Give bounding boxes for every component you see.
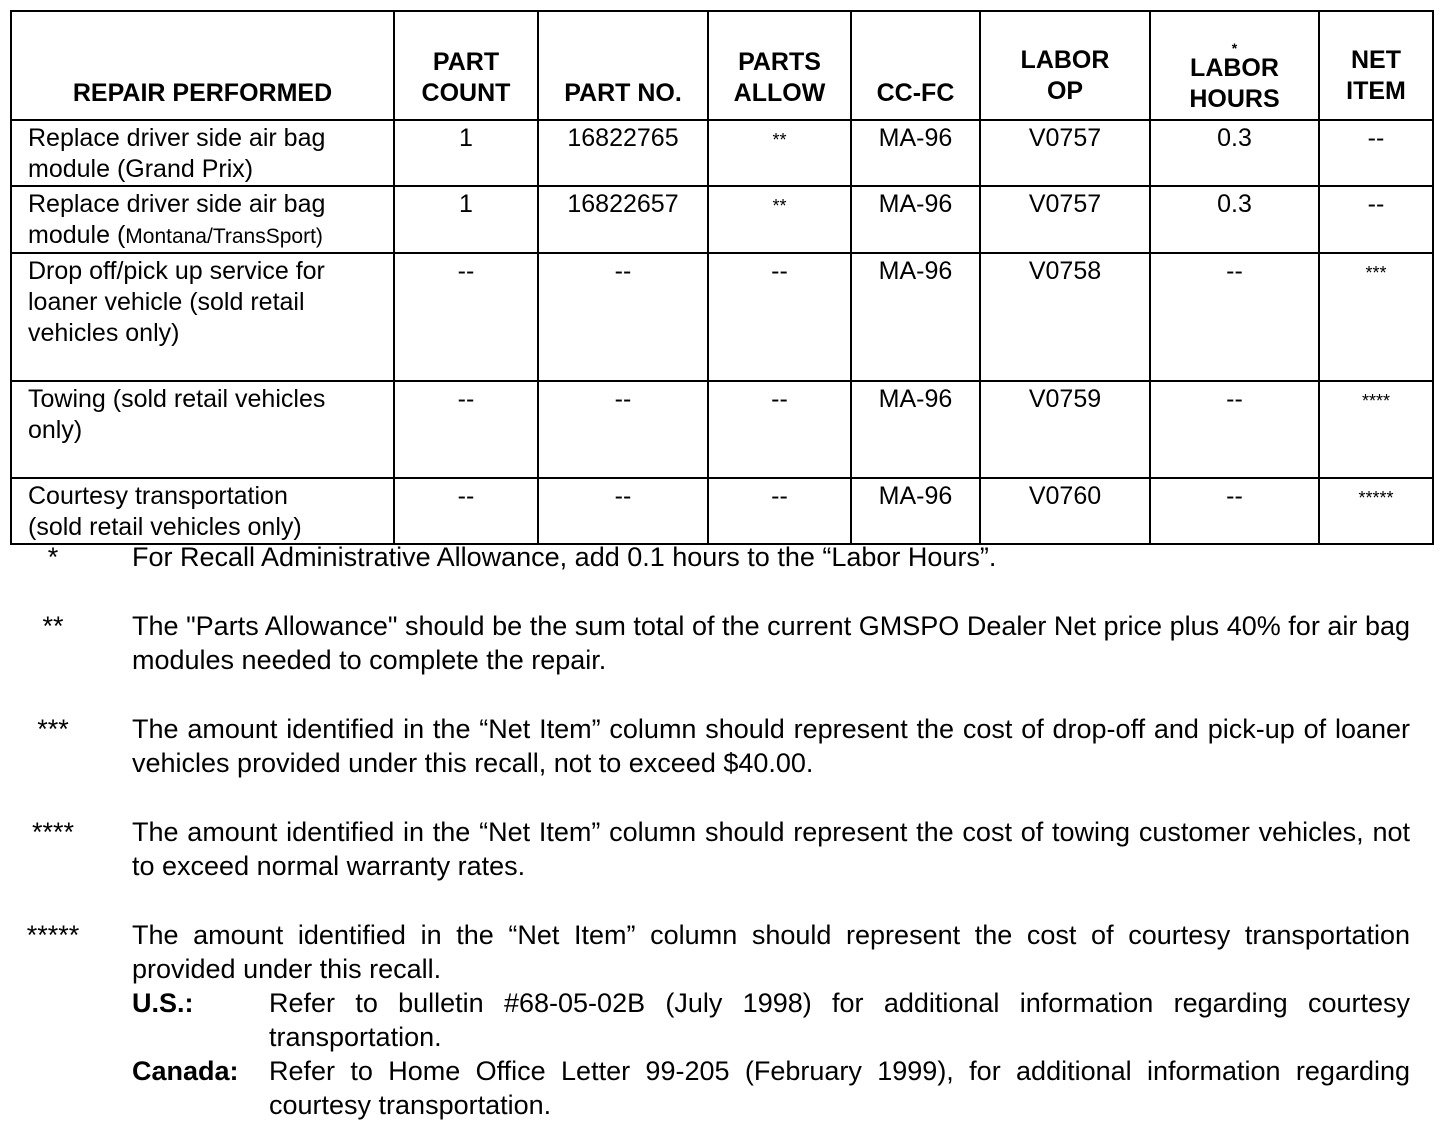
repair-description: Courtesy transportation (sold retail vehicles only) bbox=[11, 478, 394, 544]
header-net-item: NET ITEM bbox=[1319, 11, 1433, 120]
header-repair-performed: REPAIR PERFORMED bbox=[11, 11, 394, 120]
table-row bbox=[11, 381, 1433, 478]
parts-allow-cell: -- bbox=[708, 478, 851, 544]
part-count-cell: -- bbox=[394, 253, 538, 381]
footnote-mark: **** bbox=[31, 817, 75, 847]
footnote bbox=[10, 815, 1410, 883]
part-count-cell: 1 bbox=[394, 186, 538, 253]
header-part-count: PART COUNT bbox=[394, 11, 538, 120]
sub-text: Refer to Home Office Letter 99-205 (February 1999), for additional information regarding courtesy transportation. bbox=[269, 1056, 1410, 1120]
labor-op-cell: V0758 bbox=[980, 253, 1150, 381]
footnote-mark: *** bbox=[37, 714, 69, 744]
part-no-cell: -- bbox=[538, 253, 708, 381]
footnote-text: The amount identified in the “Net Item” column should represent the cost of towing customer vehicles, not to exceed normal warranty rates. bbox=[132, 817, 1410, 881]
net-item-cell: *** bbox=[1319, 253, 1433, 381]
sub-text: Refer to bulletin #68-05-02B (July 1998) for additional information regarding courtesy transportation. bbox=[269, 988, 1410, 1052]
cc-fc-cell: MA-96 bbox=[851, 253, 980, 381]
repair-description: Replace driver side air bag module (Montana/TransSport) bbox=[11, 186, 394, 253]
header-parts-allow: PARTS ALLOW bbox=[708, 11, 851, 120]
parts-allow-cell: ** bbox=[708, 120, 851, 186]
footnote-sub-canada bbox=[132, 1054, 1410, 1122]
labor-hours-cell: 0.3 bbox=[1150, 120, 1319, 186]
part-no-cell: -- bbox=[538, 478, 708, 544]
header-cc-fc: CC-FC bbox=[851, 11, 980, 120]
table-row bbox=[11, 253, 1433, 381]
footnote-text: The amount identified in the “Net Item” column should represent the cost of courtesy transportation provided under this recall. bbox=[132, 920, 1410, 984]
labor-hours-cell: -- bbox=[1150, 478, 1319, 544]
footnote-mark: * bbox=[47, 542, 59, 572]
repair-description: Drop off/pick up service for loaner vehicle (sold retail vehicles only) bbox=[11, 253, 394, 381]
table-row bbox=[11, 120, 1433, 186]
header-labor-hours: * LABOR HOURS bbox=[1150, 11, 1319, 120]
repair-description: Replace driver side air bag module (Grand Prix) bbox=[11, 120, 394, 186]
net-item-cell: -- bbox=[1319, 120, 1433, 186]
cc-fc-cell: MA-96 bbox=[851, 478, 980, 544]
labor-op-cell: V0759 bbox=[980, 381, 1150, 478]
parts-allow-cell: ** bbox=[708, 186, 851, 253]
cc-fc-cell: MA-96 bbox=[851, 381, 980, 478]
cc-fc-cell: MA-96 bbox=[851, 120, 980, 186]
labor-op-cell: V0757 bbox=[980, 120, 1150, 186]
cc-fc-cell: MA-96 bbox=[851, 186, 980, 253]
footnote bbox=[10, 712, 1410, 780]
footnotes bbox=[10, 540, 1410, 1122]
footnote bbox=[10, 918, 1410, 1122]
footnote-text: The amount identified in the “Net Item” column should represent the cost of drop-off and pick-up of loaner vehicles provided under this recall, not to exceed $40.00. bbox=[132, 714, 1410, 778]
net-item-cell: -- bbox=[1319, 186, 1433, 253]
footnote-mark: ***** bbox=[26, 920, 80, 950]
part-no-cell: -- bbox=[538, 381, 708, 478]
header-labor-op: LABOR OP bbox=[980, 11, 1150, 120]
sub-label: U.S.: bbox=[132, 988, 194, 1018]
footnote-mark: ** bbox=[42, 611, 64, 641]
part-count-cell: -- bbox=[394, 381, 538, 478]
sub-label: Canada: bbox=[132, 1056, 239, 1086]
labor-hours-cell: 0.3 bbox=[1150, 186, 1319, 253]
footnote-sub-us bbox=[132, 986, 1410, 1054]
net-item-cell: ***** bbox=[1319, 478, 1433, 544]
footnote-text: The "Parts Allowance" should be the sum total of the current GMSPO Dealer Net price plus 40% for air bag modules needed to complete the repair. bbox=[132, 611, 1410, 675]
footnote-text: For Recall Administrative Allowance, add 0.1 hours to the “Labor Hours”. bbox=[132, 542, 997, 572]
header-part-no: PART NO. bbox=[538, 11, 708, 120]
labor-op-cell: V0760 bbox=[980, 478, 1150, 544]
labor-hours-cell: -- bbox=[1150, 253, 1319, 381]
part-count-cell: -- bbox=[394, 478, 538, 544]
part-count-cell: 1 bbox=[394, 120, 538, 186]
footnote bbox=[10, 609, 1410, 677]
footnote bbox=[10, 540, 1410, 574]
repair-table bbox=[10, 10, 1434, 545]
part-no-cell: 16822765 bbox=[538, 120, 708, 186]
part-no-cell: 16822657 bbox=[538, 186, 708, 253]
labor-hours-cell: -- bbox=[1150, 381, 1319, 478]
repair-description: Towing (sold retail vehicles only) bbox=[11, 381, 394, 478]
parts-allow-cell: -- bbox=[708, 253, 851, 381]
table-header-row bbox=[11, 11, 1433, 120]
table-row bbox=[11, 478, 1433, 544]
labor-op-cell: V0757 bbox=[980, 186, 1150, 253]
parts-allow-cell: -- bbox=[708, 381, 851, 478]
table-row bbox=[11, 186, 1433, 253]
net-item-cell: **** bbox=[1319, 381, 1433, 478]
